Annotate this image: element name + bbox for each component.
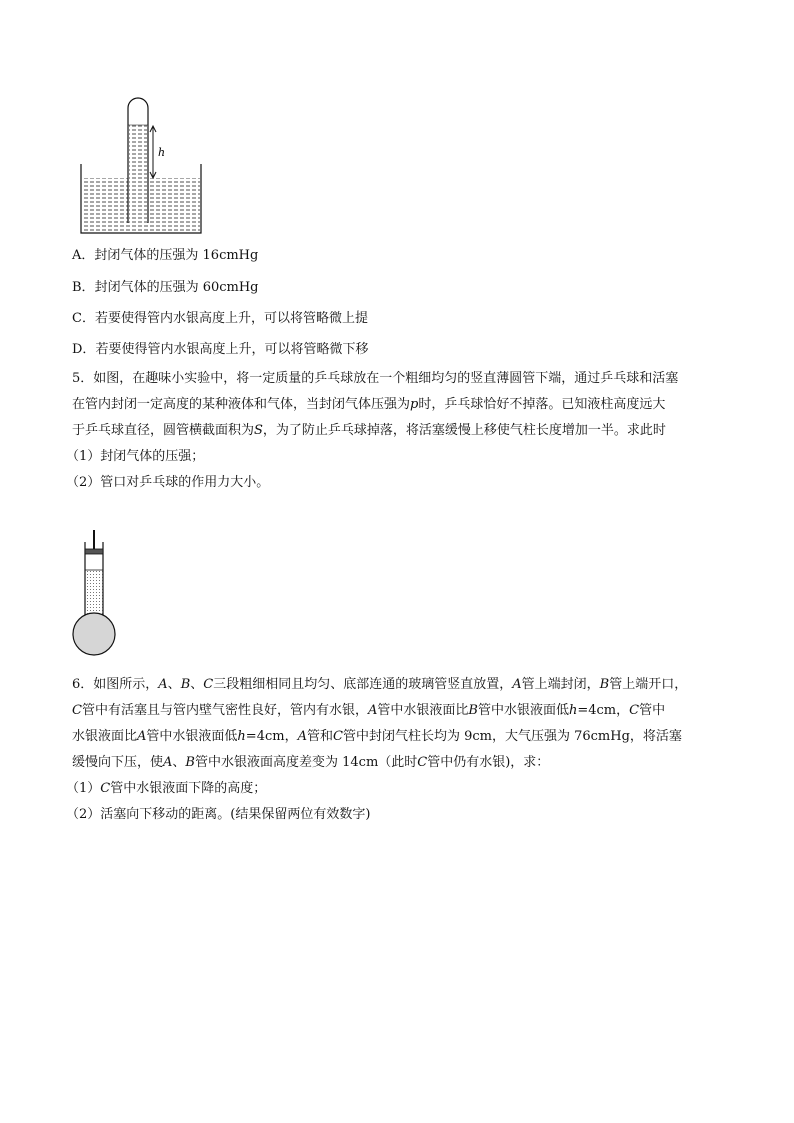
option-b: B．封闭气体的压强为 60cmHg	[72, 280, 259, 295]
q5-sub-2: （2）管口对乒乓球的作用力大小。	[66, 475, 270, 490]
q6-sub-1: （1）C管中水银液面下降的高度；	[66, 781, 267, 796]
height-label: h	[158, 146, 166, 159]
option-a: A．封闭气体的压强为 16cmHg	[72, 248, 259, 263]
pingpong-tube-figure	[68, 528, 120, 660]
pingpong-ball	[73, 613, 115, 655]
q6-line-1: 6．如图所示，A、B、C三段粗细相同且均匀、底部连通的玻璃管竖直放置，A管上端封闭，B管上端开口，	[72, 677, 688, 692]
q6-line-4: 缓慢向下压，使A、B管中水银液面高度差变为 14cm（此时C管中仍有水银)，求：	[72, 755, 550, 770]
piston	[85, 549, 103, 554]
q5-line-3: 于乒乓球直径，圆管横截面积为S，为了防止乒乓球掉落，将活塞缓慢上移使气柱长度增加一半。求此时	[72, 423, 666, 438]
q5-sub-1: （1）封闭气体的压强；	[66, 449, 205, 464]
question-6	[66, 672, 722, 828]
tube-in-trough-figure	[78, 92, 208, 238]
question-5	[66, 366, 722, 496]
q5-line-2: 在管内封闭一定高度的某种液体和气体，当封闭气体压强为p时，乒乓球恰好不掉落。已知液柱高度远大	[72, 397, 666, 412]
q6-line-2: C管中有活塞且与管内壁气密性良好，管内有水银，A管中水银液面比B管中水银液面低h=4cm，C管中	[72, 703, 666, 718]
tube-liquid	[129, 125, 147, 222]
q6-sub-2: （2）活塞向下移动的距离。(结果保留两位有效数字)	[66, 807, 371, 822]
tube-liquid-column	[86, 570, 103, 616]
option-d: D．若要使得管内水银高度上升，可以将管略微下移	[72, 342, 369, 357]
option-c: C．若要使得管内水银高度上升，可以将管略微上提	[72, 311, 368, 326]
q6-line-3: 水银液面比A管中水银液面低h=4cm，A管和C管中封闭气柱长均为 9cm，大气压强为 76cmHg，将活塞	[72, 729, 682, 744]
q5-line-1: 5．如图，在趣味小实验中，将一定质量的乒乓球放在一个粗细均匀的竖直薄圆管下端，通过乒乓球和活塞	[72, 371, 679, 386]
